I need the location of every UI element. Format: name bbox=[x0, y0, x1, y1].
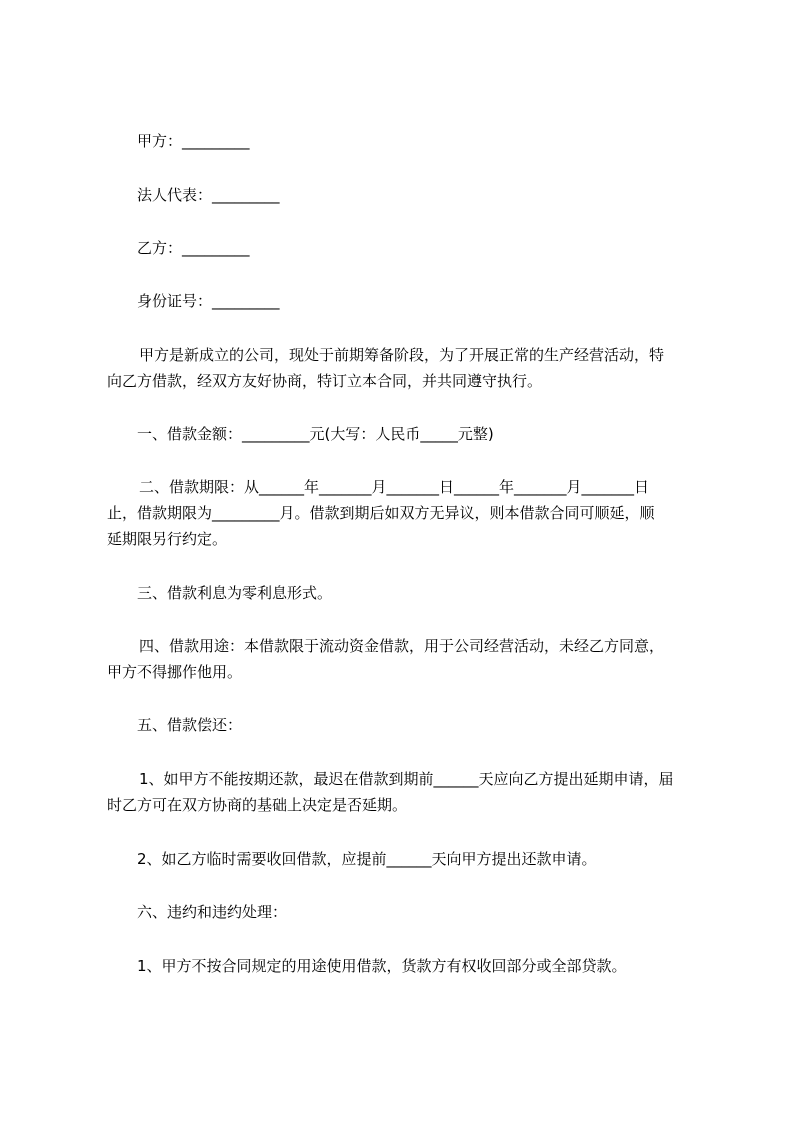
legal-representative-field: 法人代表：_________ bbox=[137, 186, 280, 204]
section-5-item-1 bbox=[107, 766, 707, 818]
section-6-breach: 六、违约和违约处理： bbox=[137, 903, 288, 921]
section-6-item-1: 1、甲方不按合同规定的用途使用借款，货款方有权收回部分或全部贷款。 bbox=[137, 957, 627, 975]
section-2-loan-term bbox=[107, 474, 707, 552]
section-4-loan-purpose bbox=[107, 633, 707, 685]
section-5-item-2: 2、如乙方临时需要收回借款，应提前______天向甲方提出还款申请。 bbox=[137, 850, 597, 868]
section-1-loan-amount: 一、借款金额：_________元(大写：人民币_____元整) bbox=[137, 425, 494, 443]
intro-line-2: 向乙方借款，经双方友好协商，特订立本合同，并共同遵守执行。 bbox=[107, 372, 543, 390]
section-5-repayment: 五、借款偿还： bbox=[137, 716, 243, 734]
party-b-field: 乙方：_________ bbox=[137, 239, 250, 257]
id-number-field: 身份证号：_________ bbox=[137, 292, 280, 310]
section-2-line-1: 二、借款期限：从______年_______月_______日______年_______月_______日 bbox=[139, 478, 650, 496]
section-2-line-3: 延期限另行约定。 bbox=[107, 530, 228, 548]
section-4-line-1: 四、借款用途：本借款限于流动资金借款，用于公司经营活动，未经乙方同意， bbox=[139, 637, 665, 655]
intro-paragraph bbox=[107, 342, 707, 394]
section-3-interest: 三、借款利息为零利息形式。 bbox=[137, 584, 333, 602]
section-4-line-2: 甲方不得挪作他用。 bbox=[107, 663, 243, 681]
party-a-field: 甲方：_________ bbox=[137, 132, 250, 150]
intro-line-1: 甲方是新成立的公司，现处于前期筹备阶段，为了开展正常的生产经营活动，特 bbox=[139, 346, 665, 364]
section-5-item-1-line-2: 时乙方可在双方协商的基础上决定是否延期。 bbox=[107, 796, 408, 814]
section-5-item-1-line-1: 1、如甲方不能按期还款，最迟在借款到期前______天应向乙方提出延期申请，届 bbox=[139, 770, 674, 788]
section-2-line-2: 止，借款期限为_________月。借款到期后如双方无异议，则本借款合同可顺延，顺 bbox=[107, 504, 655, 522]
